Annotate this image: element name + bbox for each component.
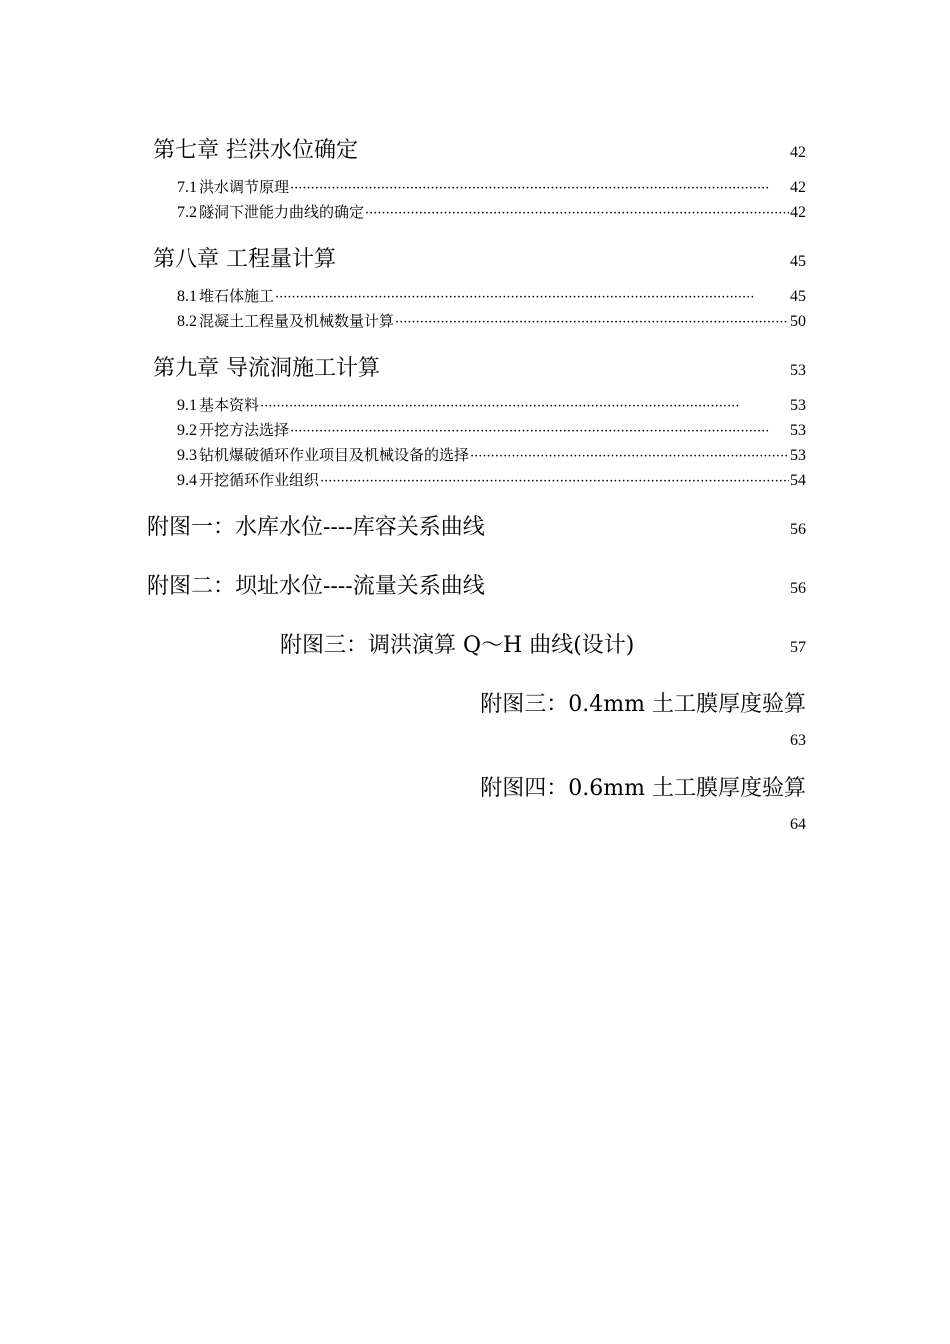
- toc-section-9-3[interactable]: [177, 443, 806, 467]
- toc-section-9-1[interactable]: [177, 393, 806, 417]
- chapter-page-number: 53: [790, 362, 806, 379]
- section-title: 洪水调节原理: [199, 178, 290, 196]
- appendix-page-number: 64: [790, 816, 806, 833]
- toc-appendix-4-page-line: [0, 728, 950, 758]
- chapter-title: 第七章 拦洪水位确定: [153, 138, 358, 163]
- section-title: 堆石体施工: [199, 287, 275, 305]
- dot-leader: [320, 470, 789, 494]
- section-number: 8.1: [177, 288, 197, 305]
- chapter-title: 第九章 导流洞施工计算: [153, 356, 380, 381]
- section-page-number: 42: [790, 204, 806, 221]
- section-number: 9.2: [177, 422, 197, 439]
- appendix-page-number: 56: [790, 521, 806, 538]
- dot-leader: [290, 177, 789, 201]
- section-page-number: 50: [790, 313, 806, 330]
- appendix-title: 附图三：调洪演算 Q～H 曲线(设计): [280, 633, 635, 658]
- section-page-number: 45: [790, 288, 806, 305]
- section-title: 基本资料: [199, 396, 260, 414]
- section-page-number: 42: [790, 179, 806, 196]
- section-number: 7.1: [177, 179, 197, 196]
- toc-appendix-2[interactable]: [0, 572, 950, 602]
- appendix-page-number: 57: [790, 639, 806, 656]
- toc-chapter-8[interactable]: [0, 245, 950, 275]
- section-page-number: 54: [790, 472, 806, 489]
- section-title: 隧洞下泄能力曲线的确定: [199, 203, 365, 221]
- toc-appendix-1[interactable]: [0, 513, 950, 543]
- chapter-page-number: 42: [790, 144, 806, 161]
- toc-section-7-2[interactable]: [177, 200, 806, 224]
- appendix-title: 附图一：水库水位----库容关系曲线: [147, 515, 485, 540]
- toc-chapter-9[interactable]: [0, 354, 950, 384]
- dot-leader: [290, 420, 789, 444]
- chapter-page-number: 45: [790, 253, 806, 270]
- section-title: 开挖方法选择: [199, 421, 290, 439]
- section-title: 混凝土工程量及机械数量计算: [199, 312, 395, 330]
- dot-leader: [365, 202, 789, 226]
- toc-appendix-5[interactable]: [0, 774, 950, 804]
- toc-section-7-1[interactable]: [177, 175, 806, 199]
- toc-appendix-3[interactable]: [0, 631, 950, 661]
- section-title: 开挖循环作业组织: [199, 471, 320, 489]
- section-number: 9.1: [177, 397, 197, 414]
- toc-appendix-4[interactable]: [0, 690, 950, 720]
- toc-section-8-2[interactable]: [177, 309, 806, 333]
- chapter-title: 第八章 工程量计算: [153, 247, 336, 272]
- section-number: 7.2: [177, 204, 197, 221]
- toc-appendix-5-page-line: [0, 812, 950, 842]
- section-number: 8.2: [177, 313, 197, 330]
- toc-section-9-4[interactable]: [177, 468, 806, 492]
- section-number: 9.3: [177, 447, 197, 464]
- dot-leader: [470, 445, 789, 469]
- appendix-title: 附图四：0.6mm 土工膜厚度验算: [480, 776, 806, 801]
- appendix-title: 附图二：坝址水位----流量关系曲线: [147, 574, 485, 599]
- appendix-title: 附图三：0.4mm 土工膜厚度验算: [480, 692, 806, 717]
- section-page-number: 53: [790, 422, 806, 439]
- toc-section-9-2[interactable]: [177, 418, 806, 442]
- section-page-number: 53: [790, 397, 806, 414]
- toc-chapter-7[interactable]: [0, 136, 950, 166]
- appendix-page-number: 63: [790, 732, 806, 749]
- section-title: 钻机爆破循环作业项目及机械设备的选择: [199, 446, 470, 464]
- section-number: 9.4: [177, 472, 197, 489]
- dot-leader: [260, 395, 789, 419]
- appendix-page-number: 56: [790, 580, 806, 597]
- section-page-number: 53: [790, 447, 806, 464]
- dot-leader: [395, 311, 789, 335]
- dot-leader: [275, 286, 789, 310]
- toc-section-8-1[interactable]: [177, 284, 806, 308]
